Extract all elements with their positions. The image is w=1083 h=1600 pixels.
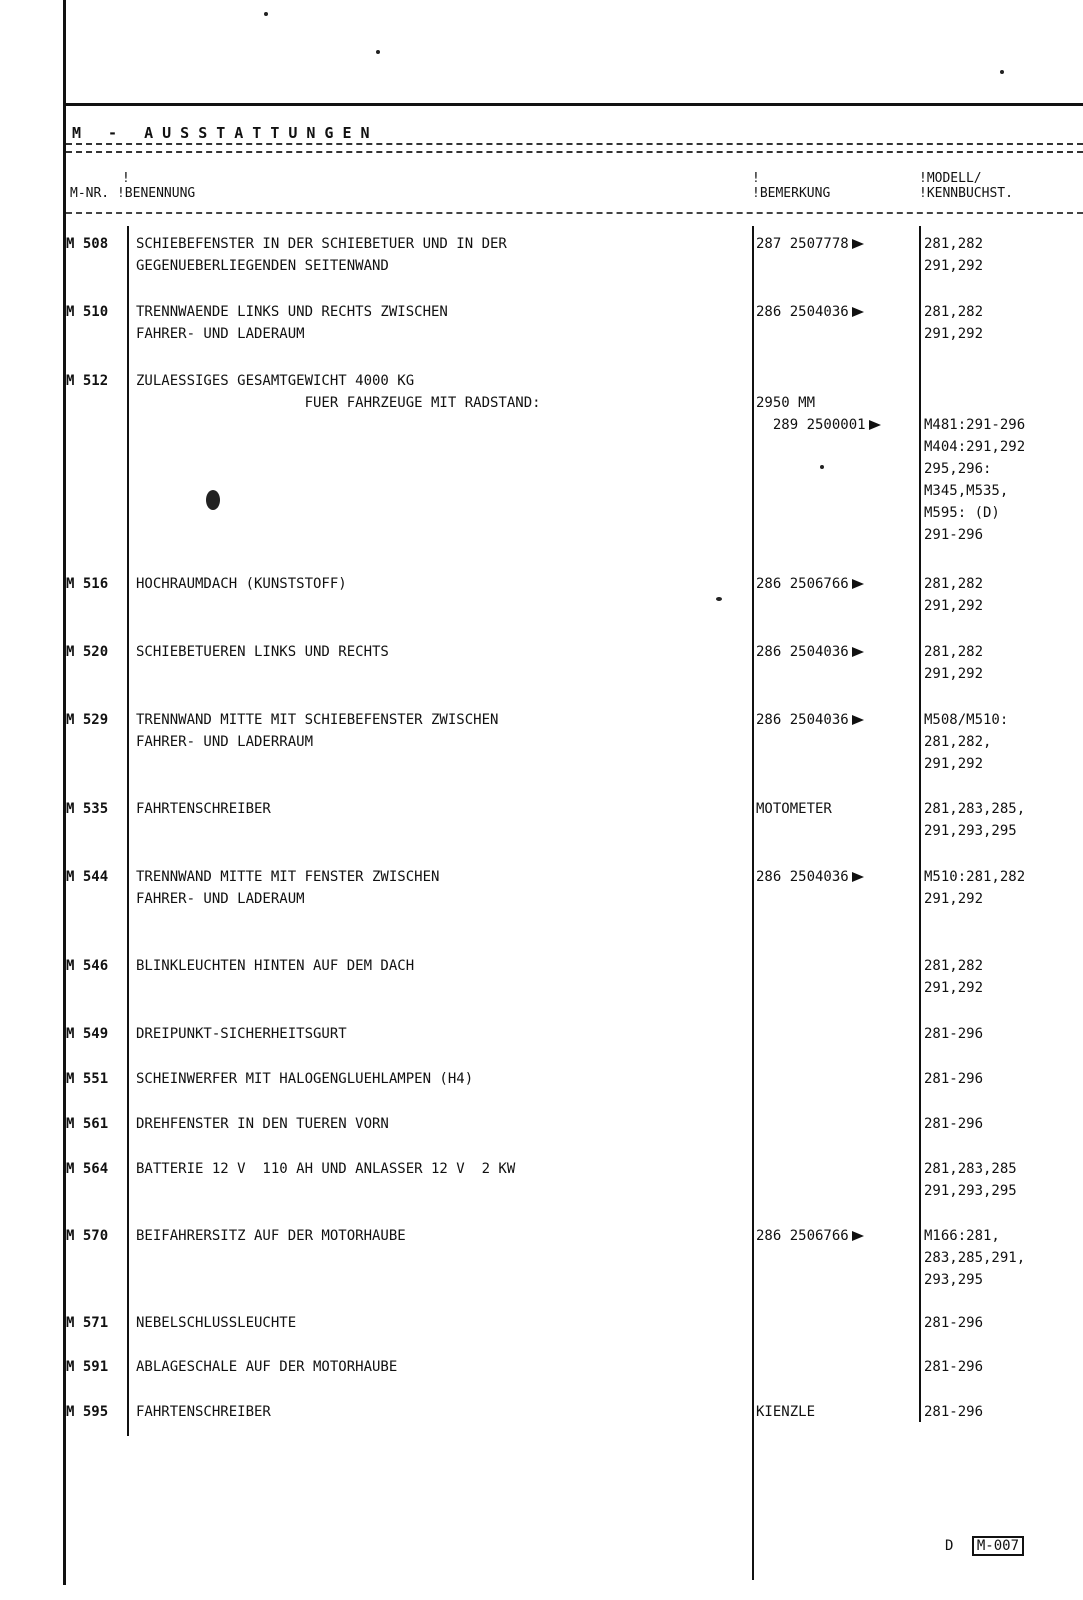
row-benennung: BATTERIE 12 V 110 AH UND ANLASSER 12 V 2 KW [136, 1161, 516, 1177]
row-benennung: FAHRTENSCHREIBER [136, 801, 271, 817]
header-modell-line2: KENNBUCHST. [926, 186, 1013, 201]
header-mnr: ! M-NR. !BENENNUNG [70, 171, 196, 201]
row-mnr: M 571 [66, 1315, 109, 1331]
reference-arrow-icon [852, 579, 864, 589]
row-modell: M481:291-296 M404:291,292 295,296: M345,M535, M595: (D) 291-296 [924, 417, 1026, 543]
row-benennung: TRENNWAND MITTE MIT SCHIEBEFENSTER ZWISCHEN FAHRER- UND LADERRAUM [136, 712, 499, 750]
row-benennung: BLINKLEUCHTEN HINTEN AUF DEM DACH [136, 958, 415, 974]
row-bemerkung: KIENZLE [756, 1404, 816, 1420]
divider-benennung [752, 226, 754, 1580]
header-bemerkung: ! !BEMERKUNG [752, 171, 831, 201]
row-bemerkung: 286 2504036 [756, 301, 864, 323]
row-bemerkung: 286 2506766 [756, 1225, 864, 1247]
row-modell: 281-296 [924, 1315, 984, 1331]
reference-arrow-icon [852, 647, 864, 657]
row-bemerkung: 286 2504036 [756, 641, 864, 663]
row-benennung: BEIFAHRERSITZ AUF DER MOTORHAUBE [136, 1228, 406, 1244]
row-modell: 281-296 [924, 1404, 984, 1420]
row-benennung: ZULAESSIGES GESAMTGEWICHT 4000 KG FUER FAHRZEUGE MIT RADSTAND: [136, 373, 541, 411]
scan-speck [376, 50, 380, 54]
row-modell: M508/M510: 281,282, 291,292 [924, 712, 1009, 772]
row-benennung: HOCHRAUMDACH (KUNSTSTOFF) [136, 576, 347, 592]
divider-bemerkung [919, 226, 921, 1422]
row-mnr: M 595 [66, 1404, 109, 1420]
row-mnr: M 535 [66, 801, 109, 817]
scan-speck [820, 465, 824, 469]
row-benennung: TRENNWAENDE LINKS UND RECHTS ZWISCHEN FAHRER- UND LADERAUM [136, 304, 448, 342]
row-modell: 281-296 [924, 1071, 984, 1087]
header-bang: ! [122, 171, 130, 186]
row-modell: 281-296 [924, 1116, 984, 1132]
row-mnr: M 508 [66, 236, 109, 252]
scan-speck [1000, 70, 1004, 74]
row-mnr: M 520 [66, 644, 109, 660]
header-benennung-label: BENENNUNG [124, 186, 196, 201]
row-mnr: M 591 [66, 1359, 109, 1375]
header-bemerkung-label: BEMERKUNG [759, 186, 831, 201]
reference-arrow-icon [852, 872, 864, 882]
row-mnr: M 544 [66, 869, 109, 885]
row-mnr: M 570 [66, 1228, 109, 1244]
row-modell: M510:281,282 291,292 [924, 869, 1026, 907]
row-modell: 281,282 291,292 [924, 236, 984, 274]
row-mnr: M 546 [66, 958, 109, 974]
reference-arrow-icon [852, 1231, 864, 1241]
reference-arrow-icon [852, 715, 864, 725]
row-mnr: M 549 [66, 1026, 109, 1042]
header-rule [66, 212, 1083, 214]
row-mnr: M 510 [66, 304, 109, 320]
row-bemerkung: 287 2507778 [756, 233, 864, 255]
header-mnr-label: M-NR. [70, 186, 110, 201]
row-modell: 281-296 [924, 1026, 984, 1042]
frame-top-border [66, 103, 1083, 106]
scan-speck [264, 12, 268, 16]
row-bemerkung: 2950 MM 289 2500001 [756, 370, 881, 436]
section-title: M - AUSSTATTUNGEN [72, 124, 379, 142]
page-number: M-007 [972, 1536, 1024, 1556]
row-modell: 281,283,285, 291,293,295 [924, 801, 1026, 839]
footer-lang: D [945, 1538, 954, 1554]
row-benennung: TRENNWAND MITTE MIT FENSTER ZWISCHEN FAHRER- UND LADERAUM [136, 869, 440, 907]
row-mnr: M 529 [66, 712, 109, 728]
reference-arrow-icon [869, 420, 881, 430]
double-rule [66, 143, 1083, 153]
header-modell-line1: MODELL/ [926, 171, 982, 186]
header-modell: !MODELL/ !KENNBUCHST. [919, 171, 1013, 201]
row-bemerkung: 286 2504036 [756, 709, 864, 731]
divider-mnr [127, 226, 129, 1436]
row-benennung: SCHIEBEFENSTER IN DER SCHIEBETUER UND IN DER GEGENUEBERLIEGENDEN SEITENWAND [136, 236, 507, 274]
header-bang: ! [752, 171, 760, 186]
row-bemerkung: 286 2506766 [756, 573, 864, 595]
row-modell: 281,282 291,292 [924, 304, 984, 342]
row-benennung: ABLAGESCHALE AUF DER MOTORHAUBE [136, 1359, 398, 1375]
row-modell: 281,283,285 291,293,295 [924, 1161, 1017, 1199]
row-mnr: M 512 [66, 373, 109, 389]
row-benennung: SCHIEBETUEREN LINKS UND RECHTS [136, 644, 389, 660]
row-modell: M166:281, 283,285,291, 293,295 [924, 1228, 1026, 1288]
row-bemerkung: 286 2504036 [756, 866, 864, 888]
row-modell: 281-296 [924, 1359, 984, 1375]
page-footer [945, 1538, 1024, 1554]
row-modell: 281,282 291,292 [924, 644, 984, 682]
row-mnr: M 516 [66, 576, 109, 592]
reference-arrow-icon [852, 239, 864, 249]
reference-arrow-icon [852, 307, 864, 317]
row-benennung: SCHEINWERFER MIT HALOGENGLUEHLAMPEN (H4) [136, 1071, 474, 1087]
row-modell: 281,282 291,292 [924, 576, 984, 614]
row-bemerkung: MOTOMETER [756, 801, 832, 817]
row-mnr: M 564 [66, 1161, 109, 1177]
row-benennung: NEBELSCHLUSSLEUCHTE [136, 1315, 297, 1331]
row-mnr: M 561 [66, 1116, 109, 1132]
row-benennung: FAHRTENSCHREIBER [136, 1404, 271, 1420]
row-mnr: M 551 [66, 1071, 109, 1087]
row-benennung: DREIPUNKT-SICHERHEITSGURT [136, 1026, 347, 1042]
scan-speck [206, 490, 220, 510]
scan-speck [716, 597, 722, 601]
row-benennung: DREHFENSTER IN DEN TUEREN VORN [136, 1116, 389, 1132]
row-modell: 281,282 291,292 [924, 958, 984, 996]
